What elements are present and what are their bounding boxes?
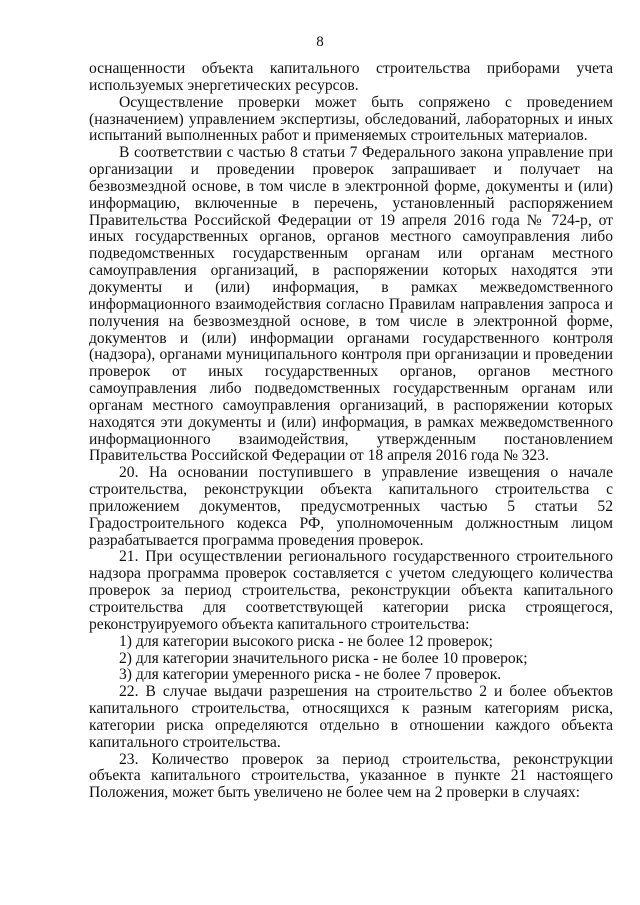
paragraph-clause-21: 21. При осуществлении регионального государственного строительного надзора программа проверок составляется с учетом следующего количества проверок за период строительства, реконструкции объекта капитального строительства для соответствующей категории риска строящегося, реконструируемого объекта капитального строительства: [89,548,613,633]
list-item-moderate-risk: 3) для категории умеренного риска - не более 7 проверок. [119,666,502,684]
paragraph-clause-23: 23. Количество проверок за период строительства, реконструкции объекта капитального строительства, указанное в пункте 21 настоящего Положения, может быть увеличено не более чем на 2 проверки в случаях: [89,750,613,802]
paragraph-inspection-expertise: Осуществление проверки может быть сопряжено с проведением (назначением) управлением экспертизы, обследований, лабораторных и иных испытаний выполненных работ и применяемых строительных материалов. [89,93,613,145]
paragraph-clause-22: 22. В случае выдачи разрешения на строительство 2 и более объектов капитального строительства, относящихся к разным категориям риска, категории риска определяются отдельно в отношении каждого объекта капитального строительства. [89,683,613,751]
paragraph-interagency-request: В соответствии с частью 8 статьи 7 Федерального закона управление при организации и проведении проверок запрашивает и получает на безвозмездной основе, в том числе в электронной форме, документы и (или) информацию, включенные в перечень, установленный распоряжением Правительства Российской Федерации от 19 апреля 2016 года № 724-р, от иных государственных органов, органов местного самоуправления либо подведомственных государственным органам или органам местного самоуправления организаций, в распоряжении которых находятся эти документы и (или) информация, в рамках межведомственного информационного взаимодействия согласно Правилам направления запроса и получения на безвозмездной основе, в том числе в электронной форме, документов и (или) информации органами государственного контроля (надзора), органами муниципального контроля при организации и проведении проверок от иных государственных органов, органов местного самоуправления либо подведомственных государственным органам или органам местного самоуправления организаций, в распоряжении которых находятся эти документы и (или) информация, в рамках межведомственного информационного взаимодействия, утвержденным постановлением Правительства Российской Федерации от 18 апреля 2016 года № 323. [89,144,613,465]
page-number: 8 [316,34,324,50]
list-item-high-risk: 1) для категории высокого риска - не более 12 проверок; [119,632,493,650]
list-item-significant-risk: 2) для категории значительного риска - не более 10 проверок; [119,649,528,667]
document-body [89,61,613,802]
paragraph-continuation: оснащенности объекта капитального строительства приборами учета используемых энергетических ресурсов. [89,60,613,94]
paragraph-clause-20: 20. На основании поступившего в управление извещения о начале строительства, реконструкции объекта капитального строительства с приложением документов, предусмотренных частью 5 статьи 52 Градостроительного кодекса РФ, уполномоченным должностным лицом разрабатывается программа проведения проверок. [89,464,613,549]
